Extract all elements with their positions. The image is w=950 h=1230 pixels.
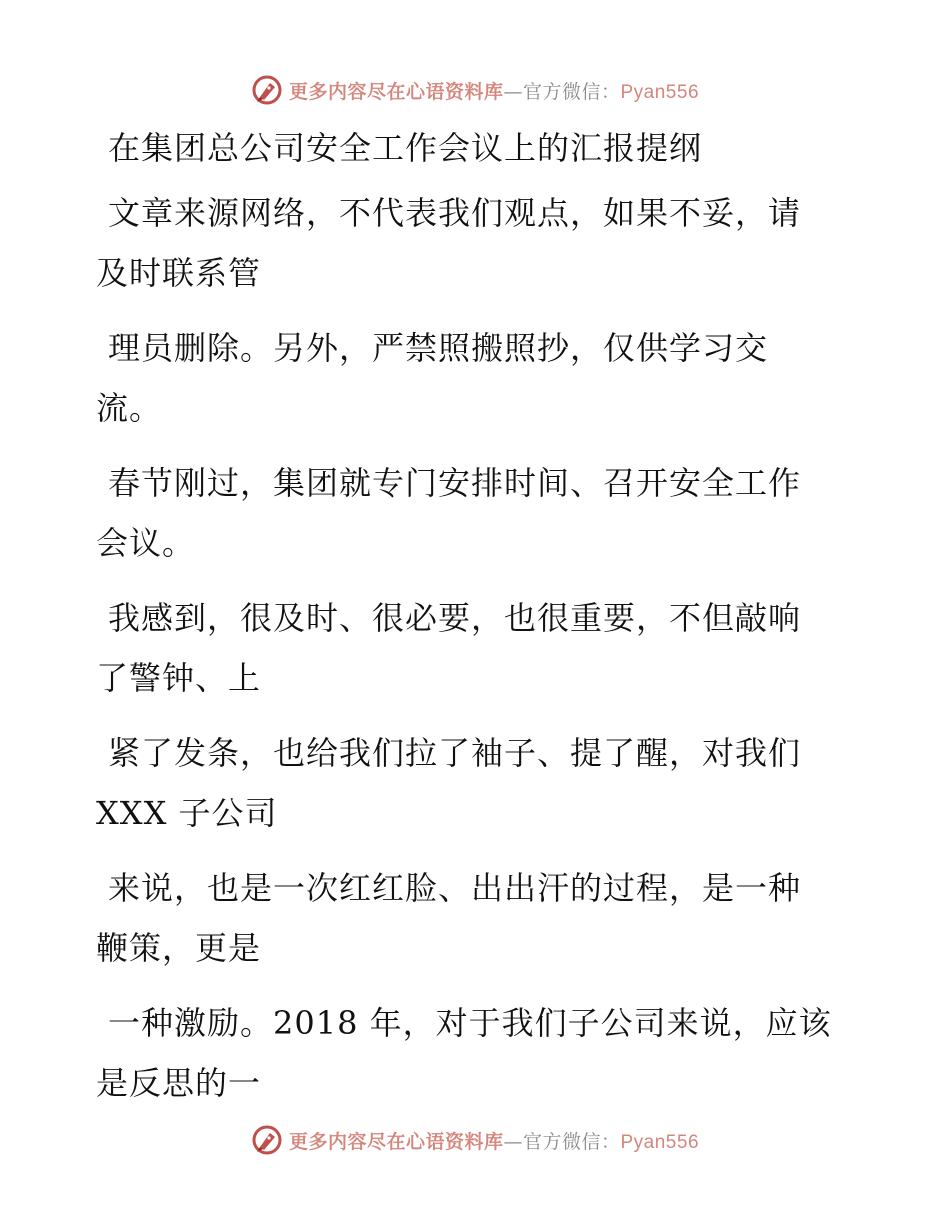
paragraph-7 xyxy=(96,993,856,1113)
watermark-separator-label: —官方微信： xyxy=(503,80,621,103)
watermark-site-name: 更多内容尽在心语资料库 xyxy=(288,80,504,103)
paragraph-4 xyxy=(96,588,856,708)
header-watermark-banner xyxy=(0,70,950,110)
paragraph-line: 是反思的一 xyxy=(96,1064,262,1102)
document-title: 在集团总公司安全工作会议上的汇报提纲 xyxy=(108,129,703,167)
paragraph-line: 及时联系管 xyxy=(96,254,262,292)
paragraph-1 xyxy=(96,183,856,303)
paragraph-line: XXX 子公司 xyxy=(96,794,278,832)
watermark-text xyxy=(289,77,699,104)
paragraph-line: 我感到，很及时、很必要，也很重要，不但敲响 xyxy=(108,599,802,637)
watermark-text xyxy=(289,1127,699,1154)
watermark-wechat-id: Pyan556 xyxy=(620,81,700,103)
paragraph-line: 理员删除。另外，严禁照搬照抄，仅供学习交 xyxy=(108,329,769,367)
pen-nib-logo-icon xyxy=(251,74,283,106)
paragraph-line: 春节刚过，集团就专门安排时间、召开安全工作 xyxy=(108,464,802,502)
paragraph-5 xyxy=(96,723,856,843)
paragraph-line: 文章来源网络，不代表我们观点，如果不妥，请 xyxy=(108,194,802,232)
watermark-wechat-id: Pyan556 xyxy=(620,1131,700,1153)
paragraph-line: 来说，也是一次红红脸、出出汗的过程，是一种 xyxy=(108,869,802,907)
paragraph-6 xyxy=(96,858,856,978)
paragraph-line: 鞭策，更是 xyxy=(96,929,262,967)
paragraph-3 xyxy=(96,453,856,573)
paragraph-2 xyxy=(96,318,856,438)
watermark-site-name: 更多内容尽在心语资料库 xyxy=(288,1130,504,1153)
paragraph-line: 流。 xyxy=(96,389,163,427)
paragraph-line: 了警钟、上 xyxy=(96,659,262,697)
footer-watermark-banner xyxy=(0,1120,950,1160)
pen-nib-logo-icon xyxy=(251,1124,283,1156)
watermark-separator-label: —官方微信： xyxy=(503,1130,621,1153)
document-body xyxy=(96,118,856,1113)
paragraph-line: 一种激励。2018 年，对于我们子公司来说，应该 xyxy=(108,1004,832,1042)
paragraph-line: 会议。 xyxy=(96,524,196,562)
paragraph-line: 紧了发条，也给我们拉了袖子、提了醒，对我们 xyxy=(108,734,802,772)
